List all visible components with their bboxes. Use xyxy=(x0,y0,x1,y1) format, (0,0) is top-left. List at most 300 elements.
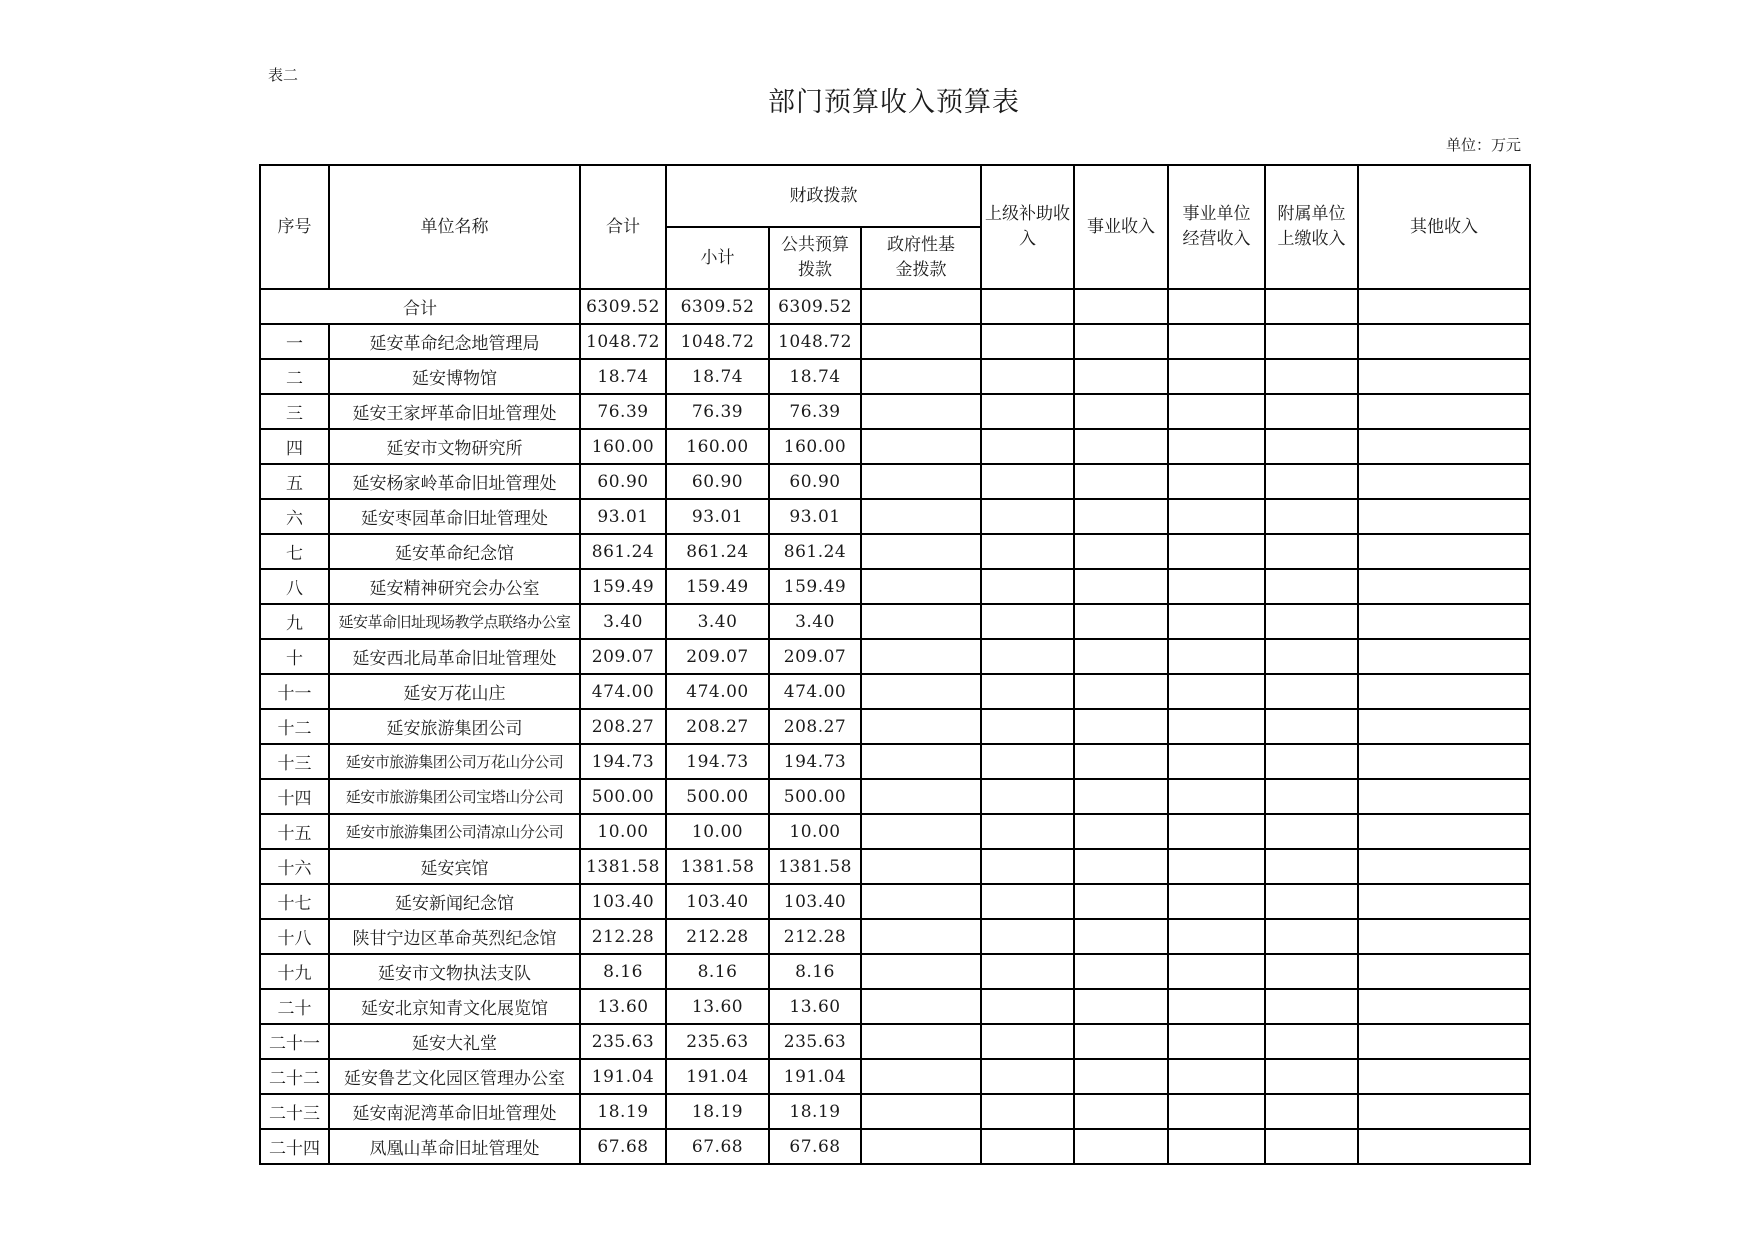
subtotal-cell: 3.40 xyxy=(666,604,769,639)
operating-income-cell xyxy=(1168,604,1265,639)
header-gov-fund: 政府性基金拨款 xyxy=(861,227,981,289)
seq-cell: 三 xyxy=(260,394,329,429)
other-income-cell xyxy=(1358,954,1530,989)
unit-note: 单位：万元 xyxy=(1445,136,1521,154)
seq-cell: 一 xyxy=(260,324,329,359)
subtotal-cell: 194.73 xyxy=(666,744,769,779)
gov-fund-cell xyxy=(861,499,981,534)
subtotal-cell: 160.00 xyxy=(666,429,769,464)
other-income-cell xyxy=(1358,779,1530,814)
other-income-cell xyxy=(1358,814,1530,849)
seq-cell: 二十四 xyxy=(260,1129,329,1164)
seq-cell: 十一 xyxy=(260,674,329,709)
gov-fund-cell xyxy=(861,604,981,639)
affiliated-income-cell xyxy=(1265,919,1358,954)
affiliated-income-cell xyxy=(1265,604,1358,639)
public-budget-cell: 10.00 xyxy=(769,814,861,849)
operating-income-cell xyxy=(1168,324,1265,359)
unit-name-cell: 延安北京知青文化展览馆 xyxy=(329,989,580,1024)
affiliated-income-cell xyxy=(1265,954,1358,989)
unit-name-cell: 延安宾馆 xyxy=(329,849,580,884)
subtotal-cell: 500.00 xyxy=(666,779,769,814)
superior-subsidy-cell xyxy=(981,394,1074,429)
affiliated-income-cell xyxy=(1265,394,1358,429)
business-income-cell xyxy=(1074,1094,1168,1129)
business-income-cell xyxy=(1074,394,1168,429)
other-income-cell xyxy=(1358,359,1530,394)
other-income-cell xyxy=(1358,919,1530,954)
operating-income-cell xyxy=(1168,1094,1265,1129)
public-budget-cell: 18.19 xyxy=(769,1094,861,1129)
gov-fund-cell xyxy=(861,954,981,989)
unit-name-cell: 延安杨家岭革命旧址管理处 xyxy=(329,464,580,499)
total-cell: 861.24 xyxy=(580,534,666,569)
other-income-cell xyxy=(1358,1059,1530,1094)
business-income-cell xyxy=(1074,1024,1168,1059)
other-income-cell xyxy=(1358,744,1530,779)
subtotal-cell: 208.27 xyxy=(666,709,769,744)
table-row xyxy=(260,359,1530,394)
affiliated-income-cell xyxy=(1265,814,1358,849)
operating-income-cell xyxy=(1168,639,1265,674)
public-budget-cell: 93.01 xyxy=(769,499,861,534)
gov-fund-cell xyxy=(861,1094,981,1129)
unit-name-cell: 延安革命旧址现场教学点联络办公室 xyxy=(329,604,580,639)
superior-subsidy-cell xyxy=(981,1129,1074,1164)
subtotal-cell: 474.00 xyxy=(666,674,769,709)
business-income-cell xyxy=(1074,1129,1168,1164)
total-affiliated-income-cell xyxy=(1265,289,1358,324)
operating-income-cell xyxy=(1168,1024,1265,1059)
gov-fund-cell xyxy=(861,919,981,954)
total-operating-income-cell xyxy=(1168,289,1265,324)
seq-cell: 十五 xyxy=(260,814,329,849)
table-row xyxy=(260,954,1530,989)
total-cell: 212.28 xyxy=(580,919,666,954)
unit-name-cell: 延安市旅游集团公司宝塔山分公司 xyxy=(329,779,580,814)
superior-subsidy-cell xyxy=(981,779,1074,814)
gov-fund-cell xyxy=(861,1059,981,1094)
business-income-cell xyxy=(1074,1059,1168,1094)
other-income-cell xyxy=(1358,989,1530,1024)
operating-income-cell xyxy=(1168,884,1265,919)
table-row xyxy=(260,919,1530,954)
superior-subsidy-cell xyxy=(981,674,1074,709)
seq-cell: 十四 xyxy=(260,779,329,814)
table-row xyxy=(260,744,1530,779)
header-other-income: 其他收入 xyxy=(1358,165,1530,289)
business-income-cell xyxy=(1074,814,1168,849)
total-other-income-cell xyxy=(1358,289,1530,324)
other-income-cell xyxy=(1358,534,1530,569)
gov-fund-cell xyxy=(861,639,981,674)
seq-cell: 九 xyxy=(260,604,329,639)
affiliated-income-cell xyxy=(1265,1094,1358,1129)
table-row xyxy=(260,989,1530,1024)
table-row xyxy=(260,1129,1530,1164)
superior-subsidy-cell xyxy=(981,1024,1074,1059)
operating-income-cell xyxy=(1168,1059,1265,1094)
total-cell: 93.01 xyxy=(580,499,666,534)
total-cell: 208.27 xyxy=(580,709,666,744)
seq-cell: 七 xyxy=(260,534,329,569)
table-row xyxy=(260,639,1530,674)
table-row xyxy=(260,324,1530,359)
seq-cell: 四 xyxy=(260,429,329,464)
total-cell: 191.04 xyxy=(580,1059,666,1094)
operating-income-cell xyxy=(1168,499,1265,534)
superior-subsidy-cell xyxy=(981,534,1074,569)
business-income-cell xyxy=(1074,884,1168,919)
table-row xyxy=(260,709,1530,744)
operating-income-cell xyxy=(1168,814,1265,849)
unit-name-cell: 延安市旅游集团公司万花山分公司 xyxy=(329,744,580,779)
seq-cell: 十二 xyxy=(260,709,329,744)
total-cell: 160.00 xyxy=(580,429,666,464)
superior-subsidy-cell xyxy=(981,359,1074,394)
subtotal-cell: 1381.58 xyxy=(666,849,769,884)
operating-income-cell xyxy=(1168,534,1265,569)
gov-fund-cell xyxy=(861,989,981,1024)
table-row xyxy=(260,1059,1530,1094)
seq-cell: 十七 xyxy=(260,884,329,919)
subtotal-cell: 93.01 xyxy=(666,499,769,534)
other-income-cell xyxy=(1358,1094,1530,1129)
subtotal-cell: 13.60 xyxy=(666,989,769,1024)
affiliated-income-cell xyxy=(1265,849,1358,884)
superior-subsidy-cell xyxy=(981,604,1074,639)
unit-name-cell: 延安新闻纪念馆 xyxy=(329,884,580,919)
affiliated-income-cell xyxy=(1265,324,1358,359)
total-cell: 194.73 xyxy=(580,744,666,779)
total-cell: 1381.58 xyxy=(580,849,666,884)
business-income-cell xyxy=(1074,569,1168,604)
superior-subsidy-cell xyxy=(981,954,1074,989)
unit-name-cell: 延安市文物研究所 xyxy=(329,429,580,464)
unit-name-cell: 延安西北局革命旧址管理处 xyxy=(329,639,580,674)
business-income-cell xyxy=(1074,849,1168,884)
other-income-cell xyxy=(1358,604,1530,639)
seq-cell: 五 xyxy=(260,464,329,499)
affiliated-income-cell xyxy=(1265,429,1358,464)
public-budget-cell: 474.00 xyxy=(769,674,861,709)
public-budget-cell: 191.04 xyxy=(769,1059,861,1094)
gov-fund-cell xyxy=(861,394,981,429)
subtotal-cell: 1048.72 xyxy=(666,324,769,359)
total-superior-subsidy-cell xyxy=(981,289,1074,324)
subtotal-cell: 191.04 xyxy=(666,1059,769,1094)
business-income-cell xyxy=(1074,674,1168,709)
public-budget-cell: 8.16 xyxy=(769,954,861,989)
unit-name-cell: 延安鲁艺文化园区管理办公室 xyxy=(329,1059,580,1094)
business-income-cell xyxy=(1074,464,1168,499)
public-budget-cell: 160.00 xyxy=(769,429,861,464)
public-budget-cell: 209.07 xyxy=(769,639,861,674)
affiliated-income-cell xyxy=(1265,884,1358,919)
business-income-cell xyxy=(1074,429,1168,464)
gov-fund-cell xyxy=(861,674,981,709)
affiliated-income-cell xyxy=(1265,569,1358,604)
superior-subsidy-cell xyxy=(981,744,1074,779)
subtotal-cell: 76.39 xyxy=(666,394,769,429)
total-total-cell: 6309.52 xyxy=(580,289,666,324)
other-income-cell xyxy=(1358,1024,1530,1059)
gov-fund-cell xyxy=(861,849,981,884)
public-budget-cell: 3.40 xyxy=(769,604,861,639)
total-cell: 18.74 xyxy=(580,359,666,394)
total-cell: 1048.72 xyxy=(580,324,666,359)
total-cell: 60.90 xyxy=(580,464,666,499)
total-cell: 3.40 xyxy=(580,604,666,639)
business-income-cell xyxy=(1074,359,1168,394)
total-gov-fund-cell xyxy=(861,289,981,324)
other-income-cell xyxy=(1358,429,1530,464)
gov-fund-cell xyxy=(861,359,981,394)
table-row xyxy=(260,394,1530,429)
operating-income-cell xyxy=(1168,1129,1265,1164)
public-budget-cell: 1381.58 xyxy=(769,849,861,884)
seq-cell: 十九 xyxy=(260,954,329,989)
header-fiscal-subtotal: 小计 xyxy=(666,227,769,289)
seq-cell: 十八 xyxy=(260,919,329,954)
unit-name-cell: 延安革命纪念馆 xyxy=(329,534,580,569)
public-budget-cell: 159.49 xyxy=(769,569,861,604)
affiliated-income-cell xyxy=(1265,674,1358,709)
table-header xyxy=(260,165,1530,289)
total-subtotal-cell: 6309.52 xyxy=(666,289,769,324)
business-income-cell xyxy=(1074,779,1168,814)
total-cell: 18.19 xyxy=(580,1094,666,1129)
header-seq: 序号 xyxy=(260,165,329,289)
budget-income-table xyxy=(259,164,1531,1165)
public-budget-cell: 194.73 xyxy=(769,744,861,779)
operating-income-cell xyxy=(1168,394,1265,429)
gov-fund-cell xyxy=(861,534,981,569)
seq-cell: 二十一 xyxy=(260,1024,329,1059)
other-income-cell xyxy=(1358,639,1530,674)
gov-fund-cell xyxy=(861,1129,981,1164)
other-income-cell xyxy=(1358,569,1530,604)
superior-subsidy-cell xyxy=(981,1094,1074,1129)
subtotal-cell: 235.63 xyxy=(666,1024,769,1059)
other-income-cell xyxy=(1358,464,1530,499)
affiliated-income-cell xyxy=(1265,359,1358,394)
total-cell: 209.07 xyxy=(580,639,666,674)
business-income-cell xyxy=(1074,534,1168,569)
operating-income-cell xyxy=(1168,779,1265,814)
public-budget-cell: 18.74 xyxy=(769,359,861,394)
table-number-label: 表二 xyxy=(268,66,299,84)
other-income-cell xyxy=(1358,849,1530,884)
superior-subsidy-cell xyxy=(981,639,1074,674)
total-cell: 159.49 xyxy=(580,569,666,604)
seq-cell: 六 xyxy=(260,499,329,534)
unit-name-cell: 延安王家坪革命旧址管理处 xyxy=(329,394,580,429)
seq-cell: 十六 xyxy=(260,849,329,884)
gov-fund-cell xyxy=(861,709,981,744)
subtotal-cell: 212.28 xyxy=(666,919,769,954)
table-row xyxy=(260,534,1530,569)
total-cell: 76.39 xyxy=(580,394,666,429)
other-income-cell xyxy=(1358,674,1530,709)
operating-income-cell xyxy=(1168,849,1265,884)
total-business-income-cell xyxy=(1074,289,1168,324)
table-row xyxy=(260,464,1530,499)
business-income-cell xyxy=(1074,919,1168,954)
affiliated-income-cell xyxy=(1265,1059,1358,1094)
gov-fund-cell xyxy=(861,1024,981,1059)
business-income-cell xyxy=(1074,989,1168,1024)
public-budget-cell: 861.24 xyxy=(769,534,861,569)
header-total: 合计 xyxy=(580,165,666,289)
subtotal-cell: 103.40 xyxy=(666,884,769,919)
seq-cell: 二十二 xyxy=(260,1059,329,1094)
business-income-cell xyxy=(1074,604,1168,639)
seq-cell: 二十三 xyxy=(260,1094,329,1129)
operating-income-cell xyxy=(1168,989,1265,1024)
public-budget-cell: 500.00 xyxy=(769,779,861,814)
unit-name-cell: 延安万花山庄 xyxy=(329,674,580,709)
table-row xyxy=(260,674,1530,709)
affiliated-income-cell xyxy=(1265,744,1358,779)
unit-name-cell: 延安南泥湾革命旧址管理处 xyxy=(329,1094,580,1129)
subtotal-cell: 18.74 xyxy=(666,359,769,394)
table-row xyxy=(260,499,1530,534)
table-row xyxy=(260,884,1530,919)
gov-fund-cell xyxy=(861,779,981,814)
total-cell: 67.68 xyxy=(580,1129,666,1164)
header-superior-subsidy: 上级补助收入 xyxy=(981,165,1074,289)
affiliated-income-cell xyxy=(1265,639,1358,674)
public-budget-cell: 76.39 xyxy=(769,394,861,429)
unit-name-cell: 延安旅游集团公司 xyxy=(329,709,580,744)
table-row xyxy=(260,569,1530,604)
table-row xyxy=(260,1094,1530,1129)
seq-cell: 十 xyxy=(260,639,329,674)
operating-income-cell xyxy=(1168,464,1265,499)
subtotal-cell: 861.24 xyxy=(666,534,769,569)
affiliated-income-cell xyxy=(1265,1024,1358,1059)
other-income-cell xyxy=(1358,499,1530,534)
business-income-cell xyxy=(1074,709,1168,744)
affiliated-income-cell xyxy=(1265,499,1358,534)
business-income-cell xyxy=(1074,744,1168,779)
public-budget-cell: 103.40 xyxy=(769,884,861,919)
subtotal-cell: 159.49 xyxy=(666,569,769,604)
gov-fund-cell xyxy=(861,744,981,779)
superior-subsidy-cell xyxy=(981,919,1074,954)
superior-subsidy-cell xyxy=(981,709,1074,744)
subtotal-cell: 18.19 xyxy=(666,1094,769,1129)
gov-fund-cell xyxy=(861,884,981,919)
header-row-1 xyxy=(260,165,1530,227)
public-budget-cell: 13.60 xyxy=(769,989,861,1024)
operating-income-cell xyxy=(1168,709,1265,744)
other-income-cell xyxy=(1358,884,1530,919)
subtotal-cell: 209.07 xyxy=(666,639,769,674)
public-budget-cell: 208.27 xyxy=(769,709,861,744)
unit-name-cell: 延安市旅游集团公司清凉山分公司 xyxy=(329,814,580,849)
operating-income-cell xyxy=(1168,919,1265,954)
superior-subsidy-cell xyxy=(981,429,1074,464)
affiliated-income-cell xyxy=(1265,779,1358,814)
gov-fund-cell xyxy=(861,429,981,464)
total-cell: 500.00 xyxy=(580,779,666,814)
superior-subsidy-cell xyxy=(981,849,1074,884)
table-row xyxy=(260,429,1530,464)
total-cell: 10.00 xyxy=(580,814,666,849)
unit-name-cell: 延安博物馆 xyxy=(329,359,580,394)
gov-fund-cell xyxy=(861,324,981,359)
operating-income-cell xyxy=(1168,569,1265,604)
unit-name-cell: 陕甘宁边区革命英烈纪念馆 xyxy=(329,919,580,954)
unit-name-cell: 延安大礼堂 xyxy=(329,1024,580,1059)
total-cell: 103.40 xyxy=(580,884,666,919)
superior-subsidy-cell xyxy=(981,814,1074,849)
subtotal-cell: 10.00 xyxy=(666,814,769,849)
total-cell: 235.63 xyxy=(580,1024,666,1059)
other-income-cell xyxy=(1358,324,1530,359)
seq-cell: 二 xyxy=(260,359,329,394)
seq-cell: 十三 xyxy=(260,744,329,779)
other-income-cell xyxy=(1358,709,1530,744)
total-cell: 13.60 xyxy=(580,989,666,1024)
table-row xyxy=(260,604,1530,639)
superior-subsidy-cell xyxy=(981,884,1074,919)
subtotal-cell: 60.90 xyxy=(666,464,769,499)
superior-subsidy-cell xyxy=(981,464,1074,499)
superior-subsidy-cell xyxy=(981,499,1074,534)
header-public-budget: 公共预算拨款 xyxy=(769,227,861,289)
total-cell: 474.00 xyxy=(580,674,666,709)
affiliated-income-cell xyxy=(1265,1129,1358,1164)
table-body xyxy=(260,289,1530,1164)
other-income-cell xyxy=(1358,1129,1530,1164)
affiliated-income-cell xyxy=(1265,534,1358,569)
public-budget-cell: 235.63 xyxy=(769,1024,861,1059)
total-public-budget-cell: 6309.52 xyxy=(769,289,861,324)
business-income-cell xyxy=(1074,324,1168,359)
gov-fund-cell xyxy=(861,814,981,849)
public-budget-cell: 67.68 xyxy=(769,1129,861,1164)
unit-name-cell: 延安市文物执法支队 xyxy=(329,954,580,989)
unit-name-cell: 延安枣园革命旧址管理处 xyxy=(329,499,580,534)
superior-subsidy-cell xyxy=(981,569,1074,604)
affiliated-income-cell xyxy=(1265,989,1358,1024)
operating-income-cell xyxy=(1168,674,1265,709)
business-income-cell xyxy=(1074,499,1168,534)
header-operating-income: 事业单位经营收入 xyxy=(1168,165,1265,289)
operating-income-cell xyxy=(1168,359,1265,394)
header-unit-name: 单位名称 xyxy=(329,165,580,289)
header-affiliated-income: 附属单位上缴收入 xyxy=(1265,165,1358,289)
other-income-cell xyxy=(1358,394,1530,429)
business-income-cell xyxy=(1074,639,1168,674)
header-business-income: 事业收入 xyxy=(1074,165,1168,289)
operating-income-cell xyxy=(1168,744,1265,779)
seq-cell: 八 xyxy=(260,569,329,604)
subtotal-cell: 8.16 xyxy=(666,954,769,989)
unit-name-cell: 延安革命纪念地管理局 xyxy=(329,324,580,359)
operating-income-cell xyxy=(1168,429,1265,464)
unit-name-cell: 凤凰山革命旧址管理处 xyxy=(329,1129,580,1164)
subtotal-cell: 67.68 xyxy=(666,1129,769,1164)
public-budget-cell: 1048.72 xyxy=(769,324,861,359)
affiliated-income-cell xyxy=(1265,464,1358,499)
total-row xyxy=(260,289,1530,324)
operating-income-cell xyxy=(1168,954,1265,989)
header-fiscal-allocation: 财政拨款 xyxy=(666,165,981,227)
